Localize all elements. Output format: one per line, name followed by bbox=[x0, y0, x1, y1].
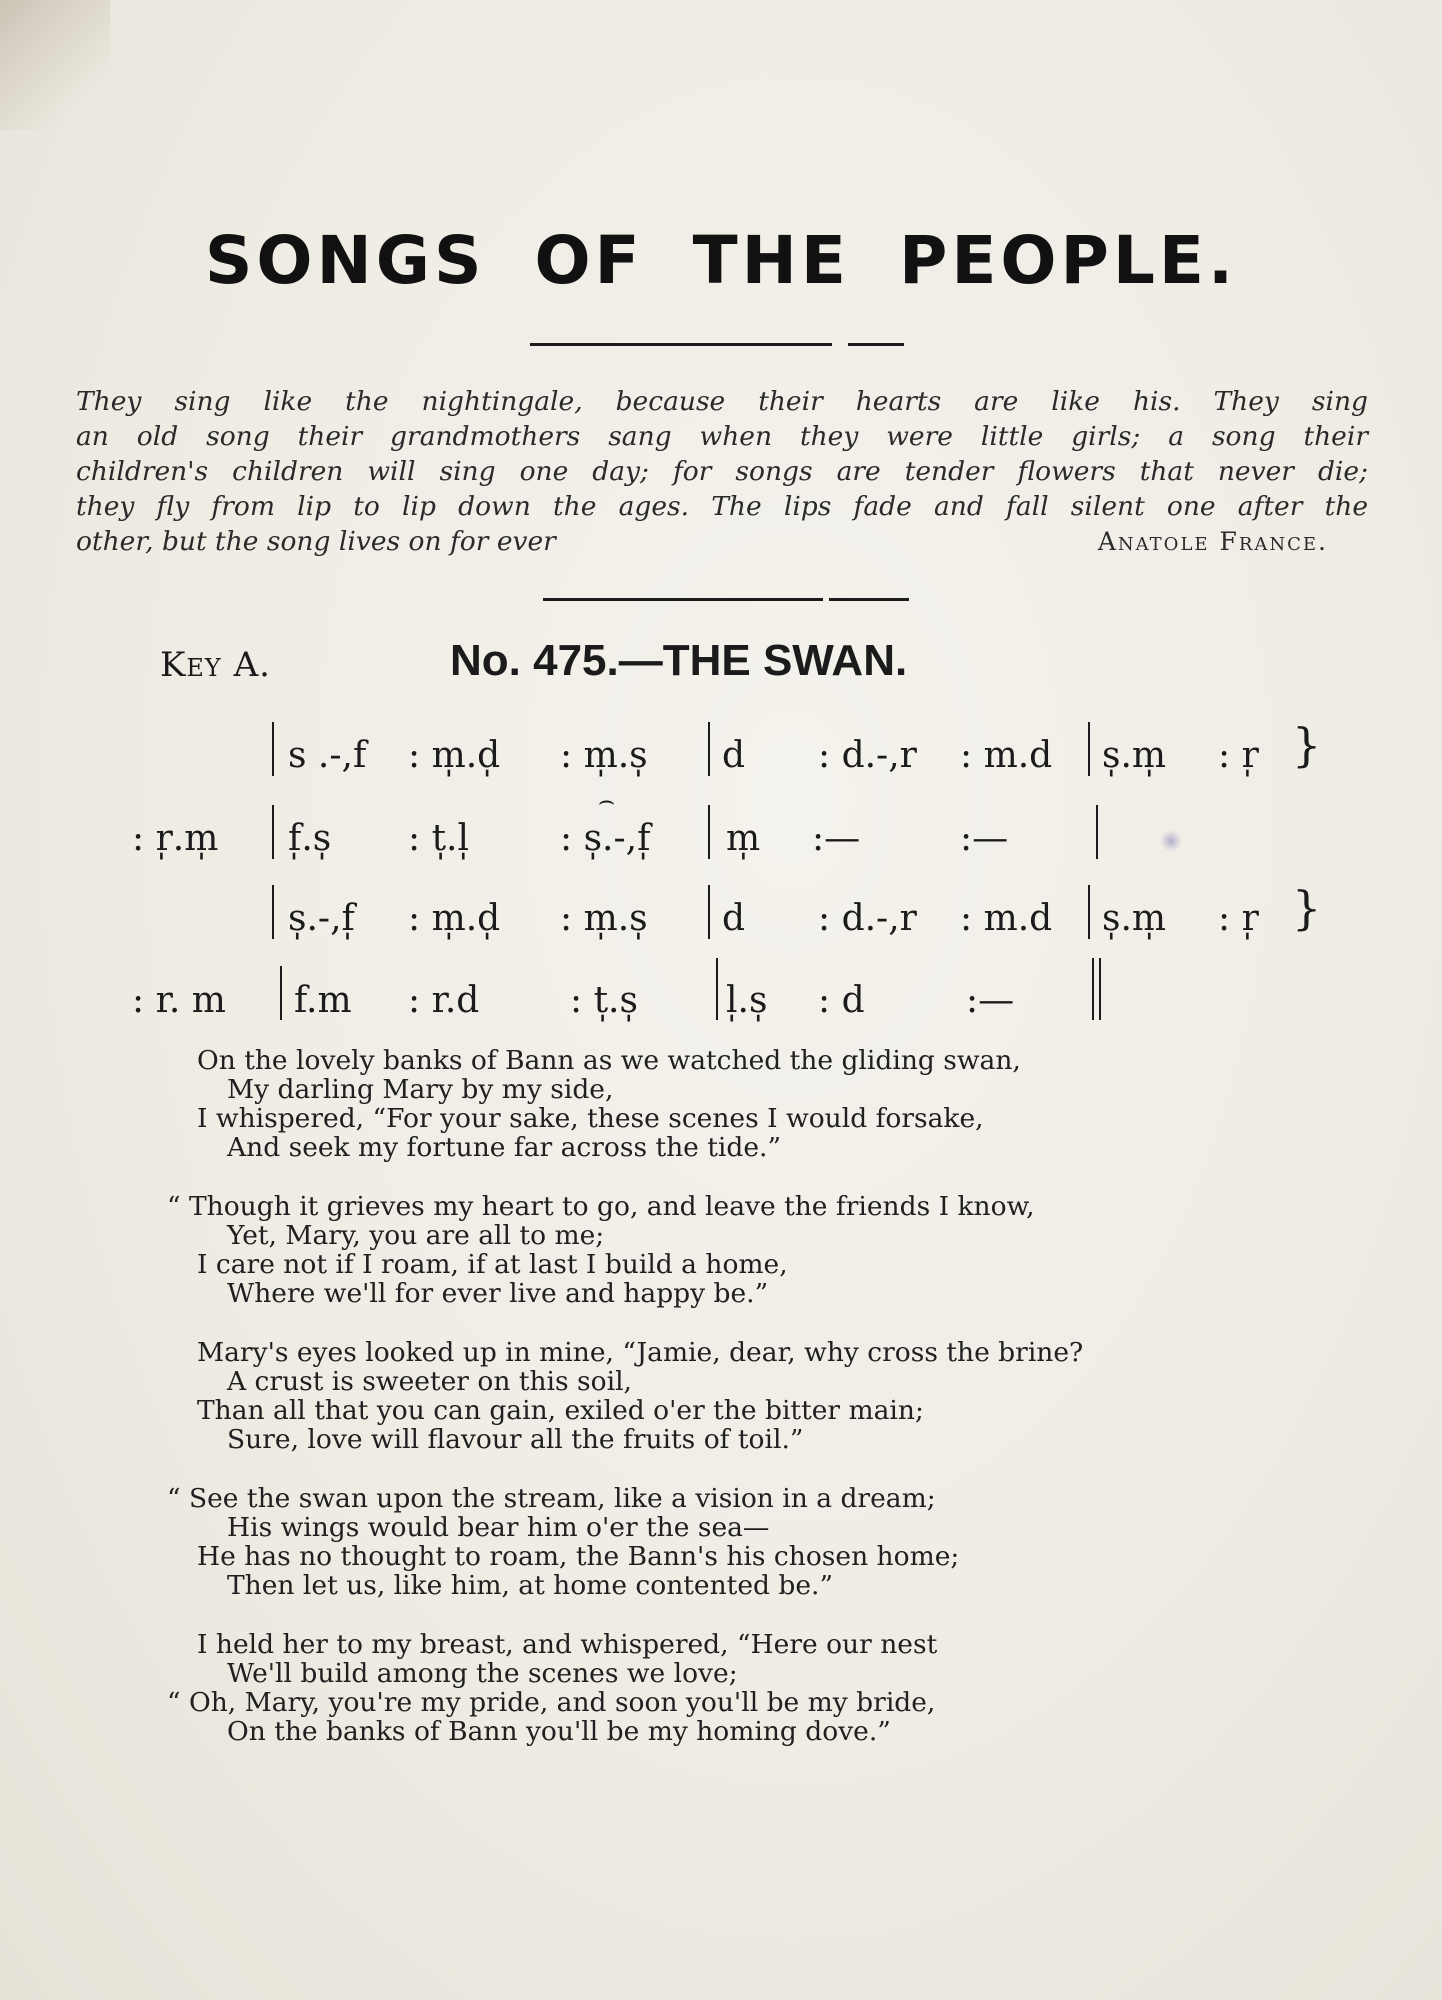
epigraph-last-line bbox=[76, 524, 1368, 559]
lyric-line: Than all that you can gain, exiled o'er the bitter main; bbox=[197, 1395, 924, 1426]
note-group: :— bbox=[966, 980, 1015, 1021]
lyric-line: Then let us, like him, at home contented be.” bbox=[227, 1570, 834, 1601]
note-group: :— bbox=[960, 818, 1009, 859]
bar-line bbox=[272, 722, 274, 776]
ink-stain bbox=[1160, 830, 1182, 852]
lyric-line: And seek my fortune far across the tide.” bbox=[227, 1132, 782, 1163]
bar-line bbox=[708, 885, 710, 939]
page-title: SONGS OF THE PEOPLE. bbox=[204, 222, 1238, 299]
lyric-line: Mary's eyes looked up in mine, “Jamie, dear, why cross the brine? bbox=[197, 1337, 1084, 1368]
note-group: : r. m bbox=[132, 980, 226, 1021]
lyric-line: “ Though it grieves my heart to go, and leave the friends I know, bbox=[167, 1191, 1035, 1222]
note-group: d bbox=[722, 735, 746, 776]
title-rule-short bbox=[848, 343, 904, 346]
epigraph bbox=[76, 384, 1368, 559]
note-group: : s̩.-,f̩ bbox=[560, 818, 651, 859]
bar-line bbox=[716, 958, 718, 1020]
bar-line bbox=[280, 966, 282, 1020]
note-group: : r.d bbox=[408, 980, 480, 1021]
repeat-brace: } bbox=[1292, 718, 1322, 772]
epigraph-line: They sing like the nightingale, because their hearts are like his. They sing bbox=[76, 386, 1368, 417]
note-group: : d bbox=[818, 980, 865, 1021]
verse bbox=[167, 1192, 1083, 1308]
epigraph-author: Anatole France. bbox=[1097, 527, 1328, 556]
section-rule-left bbox=[543, 598, 823, 601]
note-group: : m.d bbox=[960, 898, 1053, 939]
epigraph-line: an old song their grandmothers sang when they were little girls; a song their bbox=[76, 421, 1368, 452]
lyric-line: “ Oh, Mary, you're my pride, and soon you'll be my bride, bbox=[167, 1687, 936, 1718]
final-bar-line bbox=[1092, 958, 1094, 1020]
note-group: s̩.m̩ bbox=[1102, 898, 1167, 939]
note-group: d bbox=[722, 898, 746, 939]
epigraph-line: they fly from lip to lip down the ages. The lips fade and fall silent one after the bbox=[76, 491, 1368, 522]
song-title: No. 475.—THE SWAN. bbox=[450, 636, 908, 685]
lyric-line: Where we'll for ever live and happy be.” bbox=[227, 1278, 769, 1309]
lyric-line: On the banks of Bann you'll be my homing dove.” bbox=[227, 1716, 891, 1747]
lyric-line: He has no thought to roam, the Bann's his chosen home; bbox=[197, 1541, 960, 1572]
lyric-line: His wings would bear him o'er the sea— bbox=[227, 1512, 770, 1543]
note-group: : d.-,r bbox=[818, 898, 917, 939]
note-group: : m̩.d̩ bbox=[408, 735, 501, 776]
lyric-line: I care not if I roam, if at last I build a home, bbox=[197, 1249, 788, 1280]
note-group: m̩ bbox=[726, 818, 761, 859]
note-group: : t̩.l̩ bbox=[408, 818, 469, 859]
lyric-line: On the lovely banks of Bann as we watched the gliding swan, bbox=[197, 1045, 1021, 1076]
lyric-line: Sure, love will flavour all the fruits of toil.” bbox=[227, 1424, 804, 1455]
verse bbox=[167, 1629, 1083, 1747]
note-group: s .-,f bbox=[288, 735, 367, 776]
song-key: Key A. bbox=[160, 645, 271, 685]
note-group: : m̩.s̩ bbox=[560, 898, 648, 939]
bar-line bbox=[708, 722, 710, 776]
lyric-line: A crust is sweeter on this soil, bbox=[227, 1366, 632, 1397]
bar-line bbox=[1096, 805, 1098, 859]
verse bbox=[197, 1338, 1083, 1454]
note-group: : t̩.s̩ bbox=[570, 980, 638, 1021]
note-group: s̩.-,f̩ bbox=[288, 898, 355, 939]
note-group: : r̩ bbox=[1218, 898, 1259, 939]
repeat-brace: } bbox=[1292, 881, 1322, 935]
bar-line bbox=[708, 805, 710, 859]
note-group: : r̩.m̩ bbox=[132, 818, 219, 859]
note-group: : d.-,r bbox=[818, 735, 917, 776]
note-group: : m̩.d̩ bbox=[408, 898, 501, 939]
fermata-icon: ⌢ bbox=[598, 786, 616, 816]
lyric-line: We'll build among the scenes we love; bbox=[227, 1658, 738, 1689]
lyric-line: Yet, Mary, you are all to me; bbox=[227, 1220, 605, 1251]
note-group: s̩.m̩ bbox=[1102, 735, 1167, 776]
verse bbox=[167, 1484, 1083, 1600]
lyric-line: I held her to my breast, and whispered, “Here our nest bbox=[197, 1629, 938, 1660]
bar-line bbox=[272, 885, 274, 939]
folded-corner bbox=[0, 0, 110, 130]
final-bar-line bbox=[1099, 958, 1101, 1020]
epigraph-line: other, but the song lives on for ever bbox=[76, 526, 556, 557]
note-group: f.m bbox=[294, 980, 352, 1021]
title-rule-long bbox=[530, 343, 832, 346]
bar-line bbox=[1088, 885, 1090, 939]
lyric-line: I whispered, “For your sake, these scenes I would forsake, bbox=[197, 1103, 984, 1134]
bar-line bbox=[1088, 722, 1090, 776]
song-lyrics bbox=[167, 1045, 1084, 1776]
note-group: l̩.s̩ bbox=[726, 980, 768, 1021]
note-group: : m̩.s̩ bbox=[560, 735, 648, 776]
note-group: f̩.s̩ bbox=[288, 818, 332, 859]
bar-line bbox=[272, 805, 274, 859]
epigraph-line: children's children will sing one day; for songs are tender flowers that never die; bbox=[76, 456, 1368, 487]
note-group: :— bbox=[812, 818, 861, 859]
lyric-line: “ See the swan upon the stream, like a vision in a dream; bbox=[167, 1483, 936, 1514]
note-group: : m.d bbox=[960, 735, 1053, 776]
section-rule-right bbox=[829, 598, 909, 601]
lyric-line: My darling Mary by my side, bbox=[227, 1074, 614, 1105]
verse bbox=[197, 1046, 1083, 1162]
note-group: : r̩ bbox=[1218, 735, 1259, 776]
